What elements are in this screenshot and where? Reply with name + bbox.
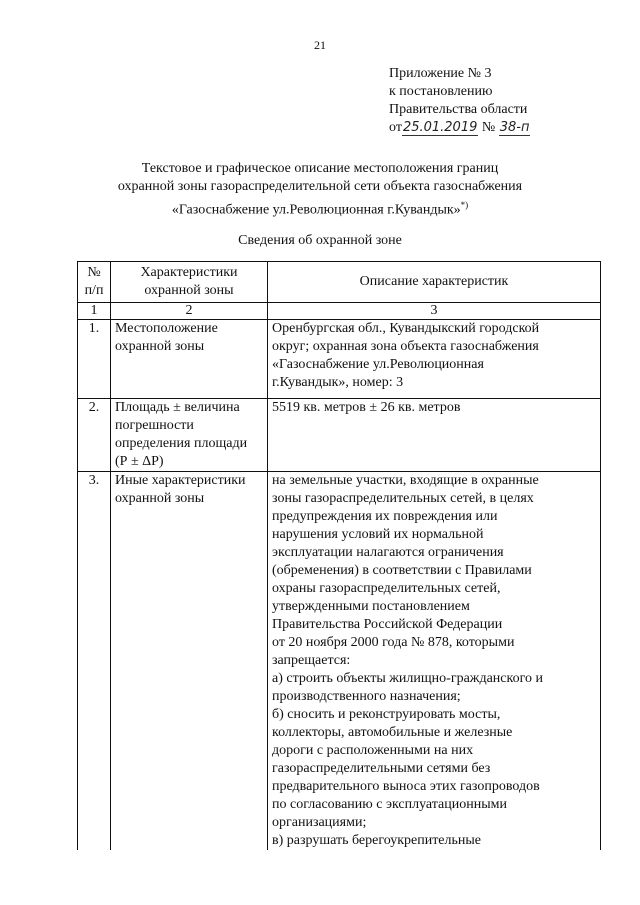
header-characteristic: Характеристики охранной зоны [111,262,268,303]
description-line: на земельные участки, входящие в охранные [272,473,539,488]
description-line: б) сносить и реконструировать мосты, [272,707,501,722]
description-line: охраны газораспределительных сетей, [272,581,501,596]
title-line-3 [0,196,640,220]
title-line-1: Текстовое и графическое описание местоположения границ [141,161,499,176]
description-line: газораспределительными сетями без [272,761,491,776]
table-row [78,472,601,851]
description-line: г.Кувандык», номер: 3 [272,375,404,390]
description-line: коллекторы, автомобильные и железные [272,725,513,740]
appendix-block [389,65,530,137]
description-line: предварительного выноса этих газопроводов [272,779,540,794]
table-header-row [78,262,601,303]
handwritten-number: 38-п [499,120,530,135]
row-description [268,320,601,399]
description-line: по согласованию с эксплуатационными [272,797,507,812]
appendix-government: Правительства области [389,102,528,117]
description-line: производственного назначения; [272,689,461,704]
appendix-title: Приложение № 3 [389,66,492,81]
footnote-mark: *) [460,200,469,210]
description-line: предупреждения их повреждения или [272,509,498,524]
description-line: нарушения условий их нормальной [272,527,484,542]
description-line: запрещается: [272,653,351,668]
page-number: 21 [314,38,326,52]
row-characteristic: Площадь ± величина погрешности определения площади (Р ± ΔР) [111,399,268,472]
description-line: 5519 кв. метров ± 26 кв. метров [272,400,461,415]
row-number: 3. [78,472,111,851]
description-line: эксплуатации налагаются ограничения [272,545,504,560]
row-description [268,472,601,851]
section-title: Сведения об охранной зоне [238,233,402,248]
appendix-date-number [389,119,530,137]
description-line: дороги с расположенными на них [272,743,474,758]
description-line: Оренбургская обл., Кувандыкский городской [272,321,540,336]
table-row [78,399,601,472]
header-description: Описание характеристик [268,262,601,303]
row-number: 2. [78,399,111,472]
zone-table [77,261,601,850]
table-row [78,320,601,399]
description-line: организациями; [272,815,367,830]
description-line: а) строить объекты жилищно-гражданского и [272,671,543,686]
row-characteristic: Местоположение охранной зоны [111,320,268,399]
description-line: утвержденными постановлением [272,599,470,614]
column-number: 2 [111,303,268,320]
row-characteristic: Иные характеристики охранной зоны [111,472,268,851]
column-number-row [78,303,601,320]
number-label: № [481,120,496,135]
title-line-2: охранной зоны газораспределительной сети объекта газоснабжения [117,179,523,194]
title-line-3-text: «Газоснабжение ул.Революционная г.Кувандык» [171,202,461,218]
column-number: 3 [268,303,601,320]
description-line: от 20 ноября 2000 года № 878, которыми [272,635,515,650]
appendix-to-resolution: к постановлению [389,84,493,99]
column-number: 1 [78,303,111,320]
description-line: «Газоснабжение ул.Революционная [272,357,484,372]
description-line: в) разрушать берегоукрепительные [272,833,482,848]
header-number: № п/п [78,262,111,303]
date-label: от [389,120,402,135]
row-number: 1. [78,320,111,399]
row-description [268,399,601,472]
handwritten-date: 25.01.2019 [402,120,478,135]
description-line: зоны газораспределительных сетей, в целях [272,491,534,506]
description-line: (обременения) в соответствии с Правилами [272,563,532,578]
document-title [0,160,640,220]
description-line: Правительства Российской Федерации [272,617,503,632]
description-line: округ; охранная зона объекта газоснабжения [272,339,539,354]
